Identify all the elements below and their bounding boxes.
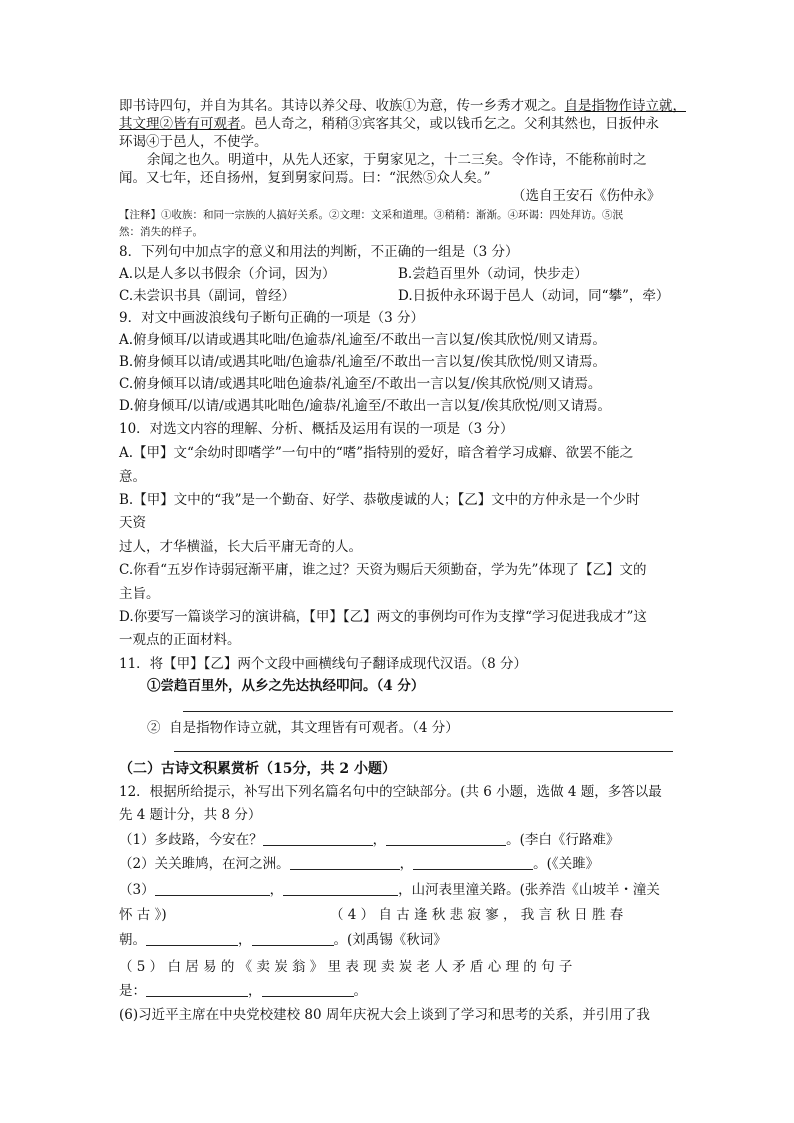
q10-option-c-line2: 主旨。: [119, 586, 160, 602]
fill-blank[interactable]: [252, 931, 334, 946]
section-title: （二）古诗文积累赏析（15分，共 2 小题）: [119, 761, 396, 777]
passage-line-5: 闻。又七年，还自扬州，复到舅家问焉。曰：“泯然⑤众人矣。”: [119, 170, 491, 186]
fill-blank[interactable]: [262, 982, 354, 997]
q11-sentence-2: ② 自是指物作诗立就，其文理皆有可观者。（4 分）: [147, 720, 459, 736]
q12-item-3: （3） ， ，山河表里潼关路。(张养浩《山坡羊・潼关: [119, 882, 660, 898]
q8-option-b: B.尝趋百里外（动词，快步走）: [398, 266, 588, 282]
fill-blank[interactable]: [290, 855, 400, 870]
notes-line-2: 然：消失的样子。: [119, 226, 203, 238]
passage-source: （选自王安石《伤仲永》: [512, 188, 661, 204]
q12-item-4: （ 4 ） 自 古 逢 秋 悲 寂 寥 ， 我 言 秋 日 胜 春: [330, 907, 624, 923]
q10-option-a-line1: A.【甲】文“余幼时即嗜学”一句中的“嗜”指特别的爱好，暗含着学习成癖、欲罢不能之: [119, 445, 634, 461]
q10-option-c-line1: C.你看“五岁作诗弱冠渐平庸，谁之过？天资为赐后天须勤奋，学为先”体现了【乙】文的: [119, 562, 647, 578]
notes-line-1: 【注释】①收族：和同一宗族的人搞好关系。②文理：文采和道理。③稍稍：渐渐。④环谒：四处拜访。⑤泯: [119, 209, 623, 221]
q10-option-d-line1: D.你要写一篇谈学习的演讲稿，【甲】【乙】两文的事例均可作为支撑“学习促进我成才”这: [119, 609, 647, 625]
fill-blank[interactable]: [146, 931, 238, 946]
q8-option-d: D.日扳仲永环谒于邑人（动词，同“攀”，牵）: [398, 288, 670, 304]
q9-option-c: C.俯身倾耳以请/或遇其叱咄色逾恭/礼逾至/不敢出一言以复/俟其欣悦/则又请焉。: [119, 376, 602, 392]
q9-option-b: B.俯身倾耳以请/或遇其叱咄/色逾恭/礼逾至/不敢出一言以复/俟其欣悦/则又请焉。: [119, 354, 607, 370]
q9-stem: 9．对文中画波浪线句子断句正确的一项是（3 分）: [119, 310, 424, 326]
q12-stem-line2: 先 4 题计分，共 8 分）: [119, 807, 262, 823]
q10-stem: 10．对选文内容的理解、分析、概括及运用有误的一项是（3 分）: [119, 421, 514, 437]
q9-option-a: A.俯身倾耳/以请或遇其叱咄/色逾恭/礼逾至/不敢出一言以复/俟其欣悦/则又请焉。: [119, 332, 606, 348]
answer-line-2[interactable]: [174, 751, 673, 752]
underlined-sentence: 自是指物作诗立就，: [564, 98, 686, 114]
passage-line-3: 环谒④于邑人，不使学。: [119, 134, 268, 150]
fill-blank[interactable]: [283, 881, 398, 896]
fill-blank[interactable]: [386, 831, 506, 846]
fill-blank[interactable]: [263, 831, 373, 846]
passage-line-4: 余闻之也久。明道中，从先人还家，于舅家见之，十二三矣。令作诗，不能称前时之: [147, 152, 647, 168]
q12-item-4-cont: 朝。 ， 。(刘禹锡《秋词》: [119, 932, 447, 948]
q11-sentence-1: ①尝趋百里外，从乡之先达执经叩问。（4 分）: [147, 678, 425, 694]
q9-option-d: D.俯身倾耳/以请/或遇其叱咄色/逾恭/礼逾至/不敢出一言以复/俟其欣悦/则又请焉。: [119, 398, 611, 414]
q10-option-a-line2: 意。: [119, 469, 146, 485]
q10-option-b-line1: B.【甲】文中的“我”是一个勤奋、好学、恭敬虔诚的人；【乙】文中的方仲永是一个少时: [119, 492, 640, 508]
q12-item-2: （2）关关雎鸠，在河之洲。 ， 。(《关雎》: [119, 856, 600, 872]
q8-option-a: A.以是人多以书假余（介词，因为）: [119, 266, 336, 282]
q12-item-5: （ 5 ） 白 居 易 的 《 卖 炭 翁 》 里 表 现 卖 炭 老 人 矛 盾 心 理 的 句 子: [119, 959, 573, 975]
q12-item-5-cont: 是： ， 。: [119, 983, 367, 999]
q10-option-d-line2: 一观点的正面材料。: [119, 632, 241, 648]
fill-blank[interactable]: [413, 855, 533, 870]
fill-blank[interactable]: [155, 881, 270, 896]
q12-stem-line1: 12．根据所给提示，补写出下列名篇名句中的空缺部分。(共 6 小题，选做 4 题，多答以最: [119, 784, 662, 800]
q10-option-b-line3: 过人，才华横溢，长大后平庸无奇的人。: [119, 539, 362, 555]
q8-option-c: C.未尝识书具（副词，曾经）: [119, 288, 296, 304]
fill-blank[interactable]: [146, 982, 248, 997]
q12-item-6: (6)习近平主席在中央党校建校 80 周年庆祝大会上谈到了学习和思考的关系，并引用了我: [119, 1007, 650, 1023]
q10-option-b-line2: 天资: [119, 515, 146, 531]
underlined-sentence-cont: 其文理②皆有可观者: [119, 116, 241, 132]
q12-item-1: （1）多歧路，今安在？ ， 。(李白《行路难》: [119, 832, 620, 848]
q12-item-3-cont: 怀 古 》): [119, 907, 167, 923]
q11-stem: 11．将【甲】【乙】两个文段中画横线句子翻译成现代汉语。（8 分）: [119, 656, 528, 672]
passage-line-2: 其文理②皆有可观者。邑人奇之，稍稍③宾客其父，或以钱币乞之。父利其然也，日扳仲永: [119, 116, 659, 132]
answer-line-1[interactable]: [183, 711, 673, 712]
passage-line-1: 即书诗四句，并自为其名。其诗以养父母、收族①为意，传一乡秀才观之。自是指物作诗立就，: [119, 98, 686, 114]
q8-stem: 8．下列句中加点字的意义和用法的判断，不正确的一组是（3 分）: [119, 244, 519, 260]
